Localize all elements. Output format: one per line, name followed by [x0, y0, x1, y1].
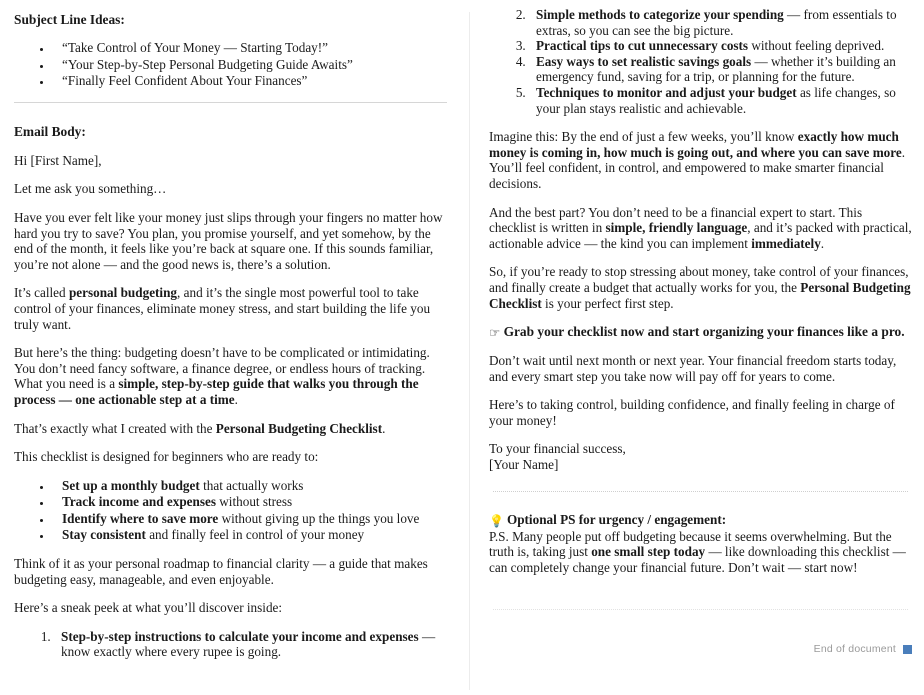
benefit-bold: Identify where to save more [62, 510, 219, 526]
list-item [529, 54, 912, 85]
paragraph-ask: Let me ask you something… [14, 181, 167, 197]
inside-item-rest: as life changes, so your plan stays realistic and achievable. [536, 84, 896, 116]
emphasis-immediately: immediately [751, 235, 821, 251]
end-of-document-label: End of document [813, 643, 896, 655]
text-fragment: Imagine this: By the end of just a few weeks, you’ll know [489, 129, 798, 145]
cta-grab-checklist [489, 324, 912, 340]
text-fragment: So, if you’re ready to stop stressing about money, take control of your finances, and finally create a budget that actually works for you, the [489, 264, 909, 295]
ps-section-divider [493, 491, 908, 492]
paragraph-ps-body [489, 529, 912, 576]
text-fragment: P.S. Many people put off budgeting because it seems overwhelming. But the truth is, taking just [489, 528, 892, 560]
paragraph-designed-for: This checklist is designed for beginners who are ready to: [14, 449, 319, 465]
benefit-rest: without stress [215, 494, 293, 510]
emphasis-friendly-language: simple, friendly language [605, 220, 748, 236]
ps-heading [489, 512, 912, 528]
text-fragment: . You’ll feel confident, in control, and empowered to make smarter financial decisions. [489, 144, 906, 191]
inside-item-rest: — know exactly where every rupee is going. [61, 628, 436, 660]
inside-item-rest: — whether it’s building an emergency fund, saving for a trip, or planning for the future. [536, 53, 896, 85]
subject-line-heading: Subject Line Ideas: [14, 12, 125, 27]
text-fragment: is your perfect first step. [541, 295, 674, 311]
paragraph-solution [14, 285, 447, 332]
greeting-text: Hi [First Name], [14, 152, 102, 168]
emphasis-product-name: Personal Budgeting Checklist [215, 420, 383, 436]
benefit-bold: Set up a monthly budget [62, 477, 200, 493]
paragraph-product-intro [14, 421, 447, 437]
inside-item-bold: Techniques to monitor and adjust your budget [536, 84, 797, 100]
text-fragment: , and it’s packed with practical, actionable advice — the kind you can implement [489, 220, 912, 251]
inside-item-rest: without feeling deprived. [748, 38, 885, 54]
paragraph-call-to-action [489, 264, 912, 311]
inside-item-bold: Step-by-step instructions to calculate your income and expenses [61, 628, 419, 644]
paragraph-best-part [489, 205, 912, 252]
text-fragment: . [382, 420, 386, 436]
benefits-list [14, 478, 447, 543]
list-item [52, 511, 447, 527]
text-fragment: It’s called [14, 285, 69, 301]
list-item [52, 494, 447, 510]
text-fragment: — like downloading this checklist — can completely change your financial future. Don’t wait — start now! [489, 544, 906, 575]
pointing-hand-icon: ☞ [489, 325, 501, 341]
emphasis-simple-guide: simple, step-by-step guide that walks you through the process — one actionable step at a time [14, 376, 419, 407]
paragraph-closing: Here’s to taking control, building confidence, and finally feeling in charge of your money! [489, 397, 895, 428]
benefit-rest: and finally feel in control of your money [145, 527, 365, 543]
footer-divider [493, 609, 908, 610]
email-body-heading: Email Body: [14, 123, 86, 139]
inside-item-bold: Simple methods to categorize your spending [536, 7, 784, 22]
ps-heading-label: Optional PS for urgency / engagement: [506, 511, 727, 527]
signoff-line-1: To your financial success, [489, 441, 626, 457]
document-footer [814, 643, 912, 655]
inside-contents-list-left [14, 629, 447, 660]
text-fragment: , and it’s the single most powerful tool to take control of your finances, eliminate money stress, and start building the life you truly want. [14, 285, 431, 332]
signoff-line-2: [Your Name] [489, 457, 559, 473]
emphasis-one-small-step: one small step today [591, 544, 706, 560]
text-fragment: . [820, 235, 825, 251]
list-item: • “Take Control of Your Money — Starting Today!” [52, 40, 447, 56]
paragraph-roadmap: Think of it as your personal roadmap to financial clarity — a guide that makes budgeting easy, manageable, and even enjoyable. [14, 556, 428, 587]
benefit-rest: that actually works [199, 477, 304, 493]
benefit-rest: without giving up the things you love [218, 510, 420, 526]
list-item: • “Your Step-by-Step Personal Budgeting Guide Awaits” [52, 57, 447, 73]
inside-item-bold: Practical tips to cut unnecessary costs [536, 38, 749, 54]
text-fragment: . [234, 391, 238, 407]
inside-item-bold: Easy ways to set realistic savings goals [536, 53, 752, 69]
text-fragment: That’s exactly what I created with the [14, 420, 216, 436]
inside-item-rest: — from essentials to extras, so you can see the big picture. [536, 7, 897, 38]
list-item [529, 38, 912, 54]
emphasis-personal-budgeting: personal budgeting [68, 285, 178, 301]
paragraph-urgency: Don’t wait until next month or next year. Your financial freedom starts today, and every smart step you take now will pay off for years to come. [489, 353, 897, 384]
list-item: • “Finally Feel Confident About Your Finances” [52, 73, 447, 89]
benefit-bold: Stay consistent [62, 527, 146, 543]
subject-line-list [14, 40, 447, 89]
emphasis-money-flow: exactly how much money is coming in, how much is going out, and where you can save more [489, 129, 902, 160]
lightbulb-icon: 💡 [489, 513, 504, 528]
inside-contents-list-right [489, 7, 912, 116]
end-of-document-marker-icon [903, 645, 912, 654]
text-fragment: But here’s the thing: budgeting doesn’t have to be complicated or intimidating. You don’t need fancy software, a finance degree, or endless hours of tracking. What you need is a [14, 345, 430, 392]
paragraph-sneak-peek: Here’s a sneak peek at what you’ll discover inside: [14, 600, 283, 616]
list-item [54, 629, 447, 660]
list-item [529, 85, 912, 116]
paragraph-pain-point: Have you ever felt like your money just slips through your fingers no matter how hard you try to save? You plan, you promise yourself, and yet somehow, by the end of the month, it feels like you’re back at square one. If this sounds familiar, you’re not alone — and the good news is, there’s a solution. [14, 209, 443, 272]
list-item [529, 7, 912, 38]
cta-grab-checklist-label: Grab your checklist now and start organizing your finances like a pro. [503, 324, 905, 340]
paragraph-imagine [489, 129, 912, 191]
list-item [52, 478, 447, 494]
benefit-bold: Track income and expenses [62, 494, 216, 510]
paragraph-objection [14, 345, 447, 407]
emphasis-product-name: Personal Budgeting Checklist [489, 279, 911, 311]
section-divider [14, 102, 447, 103]
text-fragment: And the best part? You don’t need to be a financial expert to start. This checklist is written in [489, 204, 863, 236]
right-column [469, 0, 924, 695]
list-item [52, 527, 447, 543]
